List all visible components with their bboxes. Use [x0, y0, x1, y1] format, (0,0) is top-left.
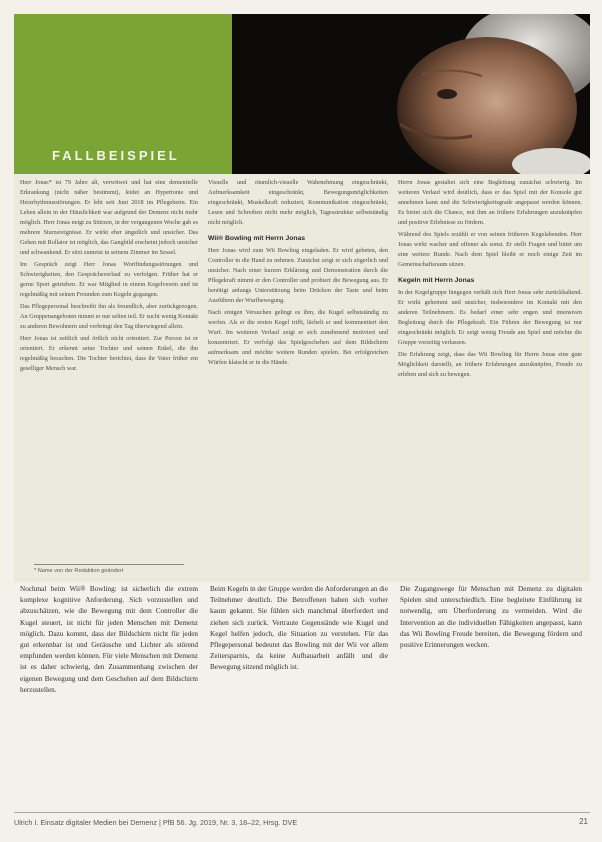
- case-column-3: [398, 178, 582, 382]
- body-column-2: [210, 584, 388, 675]
- paragraph: Herr Jonas wird zum Wii Bowling eingeladen. Er wird gebeten, den Controller in die Hand zu nehmen. Zunächst zeigt er sich zögerlich und unsicher. Nach einer kurzen Erklärung und Demonstration durch die Pflegekraft nimmt er den Controller und probiert die Bewegung aus. Er benötigt anfangs Unterstützung beim Drücken der Taste und beim Ausführen der Wurfbewegung.: [208, 247, 388, 304]
- page-number: 21: [579, 817, 588, 826]
- footnote: * Name von der Redaktion geändert: [34, 568, 124, 574]
- subheading: Wii® Bowling mit Herrn Jonas: [208, 235, 306, 242]
- body-column-1: [20, 584, 198, 697]
- case-column-2: [208, 178, 388, 370]
- paragraph: Herr Jonas* ist 79 Jahre alt, verwitwet und hat eine dementielle Erkrankung (nicht näher bestimmt), leidet an Hypertonie und Herzrhythmusstörungen. Er lebt seit Juni 2018 im Pflegeheim. Ein Leben allein in der Häuslichkeit war aufgrund der Demenz nicht mehr möglich. Herr Jonas neigt zu Stürzen, in der vergangenen Woche gab es mehrere Sturzereignisse. Er wirkt eher ängstlich und unsicher. Das Gehen mit Rollator ist möglich, das Gangbild erscheint jedoch unsicher und schwankend. Er sitzt zumeist in seinem Zimmer im Sessel.: [20, 179, 198, 256]
- paragraph: In der Kegelgruppe hingegen verhält sich Herr Jonas sehr zurückhaltend. Er wirkt gehemmt und unsicher, insbesondere im Kontakt mit den anderen Teilnehmern. Es bedarf einer sehr engen und intensiven Begleitung durch die Pflegekraft. Ein Führen der Bewegung ist nur eingeschränkt möglich. Er zeigt wenig Freude am Spiel und möchte die Gruppe vorzeitig verlassen.: [398, 289, 582, 346]
- paragraph: Herr Jonas ist zeitlich und örtlich nicht orientiert. Zur Person ist er orientiert. Er erkennt seine Tochter und seinen Enkel, die ihn regelmäßig besuchen. Die Tochter berichtet, dass ihr Vater früher ein geselliger Mensch war.: [20, 335, 198, 372]
- case-study-box: [14, 174, 590, 582]
- paragraph: Nochmal beim Wii® Bowling: ist sicherlich die extrem komplexe kognitive Anforderung. Sich vorzustellen und abzuschätzen, wie die Bewegung mit dem Controller die Kugel steuert, ist nicht für jeden Menschen mit Demenz möglich. Dazu kommt, dass der Bildschirm nicht für jeden gut erkennbar ist und Geräusche und Lichter als störend empfunden werden können. Für viele Menschen mit Demenz ist es daher schwierig, den Zusammenhang zwischen der eigenen Bewegung und dem Geschehen auf dem Bildschirm herzustellen.: [20, 585, 198, 694]
- section-label: FALLBEISPIEL: [52, 148, 180, 163]
- body-column-3: [400, 584, 582, 652]
- paragraph: Visuelle und räumlich-visuelle Wahrnehmung eingeschränkt, Aufmerksamkeit eingeschränkt, Bewegungsmöglichkeiten eingeschränkt, Muskelkraft reduziert, Kommunikation eingeschränkt, Lesen und Schreiben nicht mehr möglich, Tagesstruktur selbstständig nicht möglich.: [208, 179, 388, 226]
- paragraph: Beim Kegeln in der Gruppe werden die Anforderungen an die Teilnehmer deutlich. Die Betroffenen haben sich vorher kaum gekannt. Sie fühlen sich manchmal überfordert und ziehen sich zurück. Vertraute Gegenstände wie Kugel und Kegel helfen jedoch, die Situation zu verstehen. Für das Pflegepersonal bedeutet das Bowling mit der Wii vor allem Zeitersparnis, da keine Aufbauarbeit anfällt und die Bewegung sitzend möglich ist.: [210, 585, 388, 672]
- portrait-photo: [232, 14, 590, 174]
- subheading: Kegeln mit Herrn Jonas: [398, 277, 475, 284]
- paragraph: Die Erfahrung zeigt, dass das Wii Bowling für Herrn Jonas eine gute Möglichkeit darstellt, an frühere Erfahrungen anzuknüpfen, Freude zu erleben und sich zu bewegen.: [398, 351, 582, 378]
- hero-banner: [14, 14, 590, 174]
- paragraph: Das Pflegepersonal beschreibt ihn als freundlich, aber zurückgezogen. An Gruppenangeboten nimmt er nur selten teil. Er sucht wenig Kontakt zu anderen Bewohnern und verbringt den Tag überwiegend allein.: [20, 303, 198, 330]
- paragraph: Während des Spiels erzählt er von seinen früheren Kegelabenden. Herr Jonas wirkt wacher und offener als sonst. Er stellt Fragen und bittet um eine weitere Runde. Nach dem Spiel bleibt er noch einige Zeit im Gemeinschaftsraum sitzen.: [398, 231, 582, 268]
- footer-divider: [14, 812, 590, 813]
- paragraph: Die Zugangswege für Menschen mit Demenz zu digitalen Spielen sind unterschiedlich. Eine begleitete Einführung ist notwendig, um Überforderung zu vermeiden. Wird die Intervention an die individuellen Fähigkeiten angepasst, kann das Wii Bowling Freude bereiten, die Bewegung fördern und positive Erinnerungen wecken.: [400, 585, 582, 650]
- running-footer: Ulrich I. Einsatz digitaler Medien bei Demenz | PfB 56. Jg. 2019, Nr. 3, 18–22, Hrsg. DVE: [14, 818, 298, 827]
- paragraph: Im Gespräch zeigt Herr Jonas Wortfindungsstörungen und Schwierigkeiten, den Gesprächsverlauf zu verfolgen. Früher hat er gerne Sport getrieben. Er war Mitglied in einem Kegelverein und ist regelmäßig mit seinen Freunden zum Kegeln gegangen.: [20, 261, 198, 298]
- case-column-1: [20, 178, 198, 376]
- footnote-divider: [34, 564, 184, 565]
- elderly-man-portrait-icon: [232, 14, 590, 174]
- paragraph: Nach einigen Versuchen gelingt es ihm, die Kugel selbstständig zu werfen. Als er die ersten Kegel trifft, lächelt er und kommentiert den Wurf. Im weiteren Verlauf zeigt er sich zunehmend motiviert und konzentriert. Er verfolgt das Spielgeschehen auf dem Bildschirm aufmerksam und möchte weitere Runden spielen. Bei erfolgreichen Würfen klatscht er in die Hände.: [208, 309, 388, 366]
- paragraph: Herrn Jonas gestaltet sich eine Begleitung zunächst schwierig. Im weiteren Verlauf wird deutlich, dass er das Spiel mit der Konsole gut annehmen kann und die Schwierigkeitsgrade angepasst werden können. Es bietet sich die Chance, mit ihm an frühere Erfahrungen anzuknüpfen und positive Erlebnisse zu fördern.: [398, 179, 582, 226]
